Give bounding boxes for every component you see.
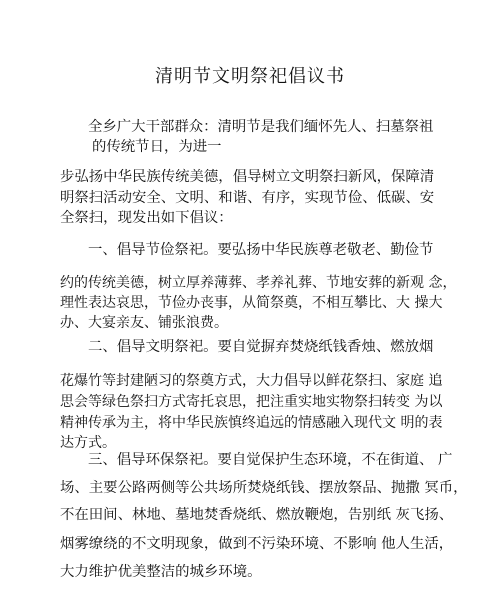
text-line: 办、大宴亲友、铺张浪费。 xyxy=(60,315,228,331)
text-line: 全乡广大干部群众：清明节是我们缅怀先人、扫墓祭祖 xyxy=(88,119,434,135)
text-line: 不在田间、林地、墓地焚香烧纸、燃放鞭炮，告别纸 灰飞扬、 xyxy=(60,507,454,523)
text-line: 烟雾缭绕的不文明现象，做到不污染环境、不影响 他人生活， xyxy=(60,536,454,552)
text-line: 步弘扬中华民族传统美德，倡导树立文明祭扫新风，保障清 xyxy=(60,169,435,185)
text-line: 大力维护优美整洁的城乡环境。 xyxy=(60,564,262,580)
text-line: 一、倡导节俭祭祀。要弘扬中华民族尊老敬老、勤俭节 xyxy=(88,242,434,258)
document-title: 清明节文明祭祀倡议书 xyxy=(155,66,345,87)
text-line: 二、倡导文明祭祀。要自觉摒弃焚烧纸钱香烛、燃放烟 xyxy=(88,339,434,355)
text-line: 理性表达哀思，节俭办丧事，从简祭奠，不相互攀比、大 操大 xyxy=(60,295,443,311)
text-line: 三、倡导环保祭祀。要自觉保护生态环境，不在街道、 广 xyxy=(88,452,453,468)
text-line: 约的传统美德，树立厚养薄葬、孝养礼葬、节地安葬的新观 念， xyxy=(60,275,457,291)
text-line: 达方式。 xyxy=(60,435,116,451)
text-line: 花爆竹等封建陋习的祭奠方式，大力倡导以鲜花祭扫、家庭 追 xyxy=(60,373,443,389)
text-line: 的传统节日，为进一 xyxy=(92,139,222,155)
text-line: 场、主要公路两侧等公共场所焚烧纸钱、摆放祭品、抛撒 冥币， xyxy=(60,480,468,496)
text-line: 精神传承为主，将中华民族慎终追远的情感融入现代文 明的表 xyxy=(60,415,443,431)
text-line: 全祭扫，现发出如下倡议： xyxy=(60,210,233,226)
text-line: 明祭扫活动安全、文明、和谐、有序，实现节俭、低碳、安 xyxy=(60,190,435,206)
text-line: 思会等绿色祭扫方式寄托哀思，把注重实地实物祭扫转变 为以 xyxy=(60,394,443,410)
